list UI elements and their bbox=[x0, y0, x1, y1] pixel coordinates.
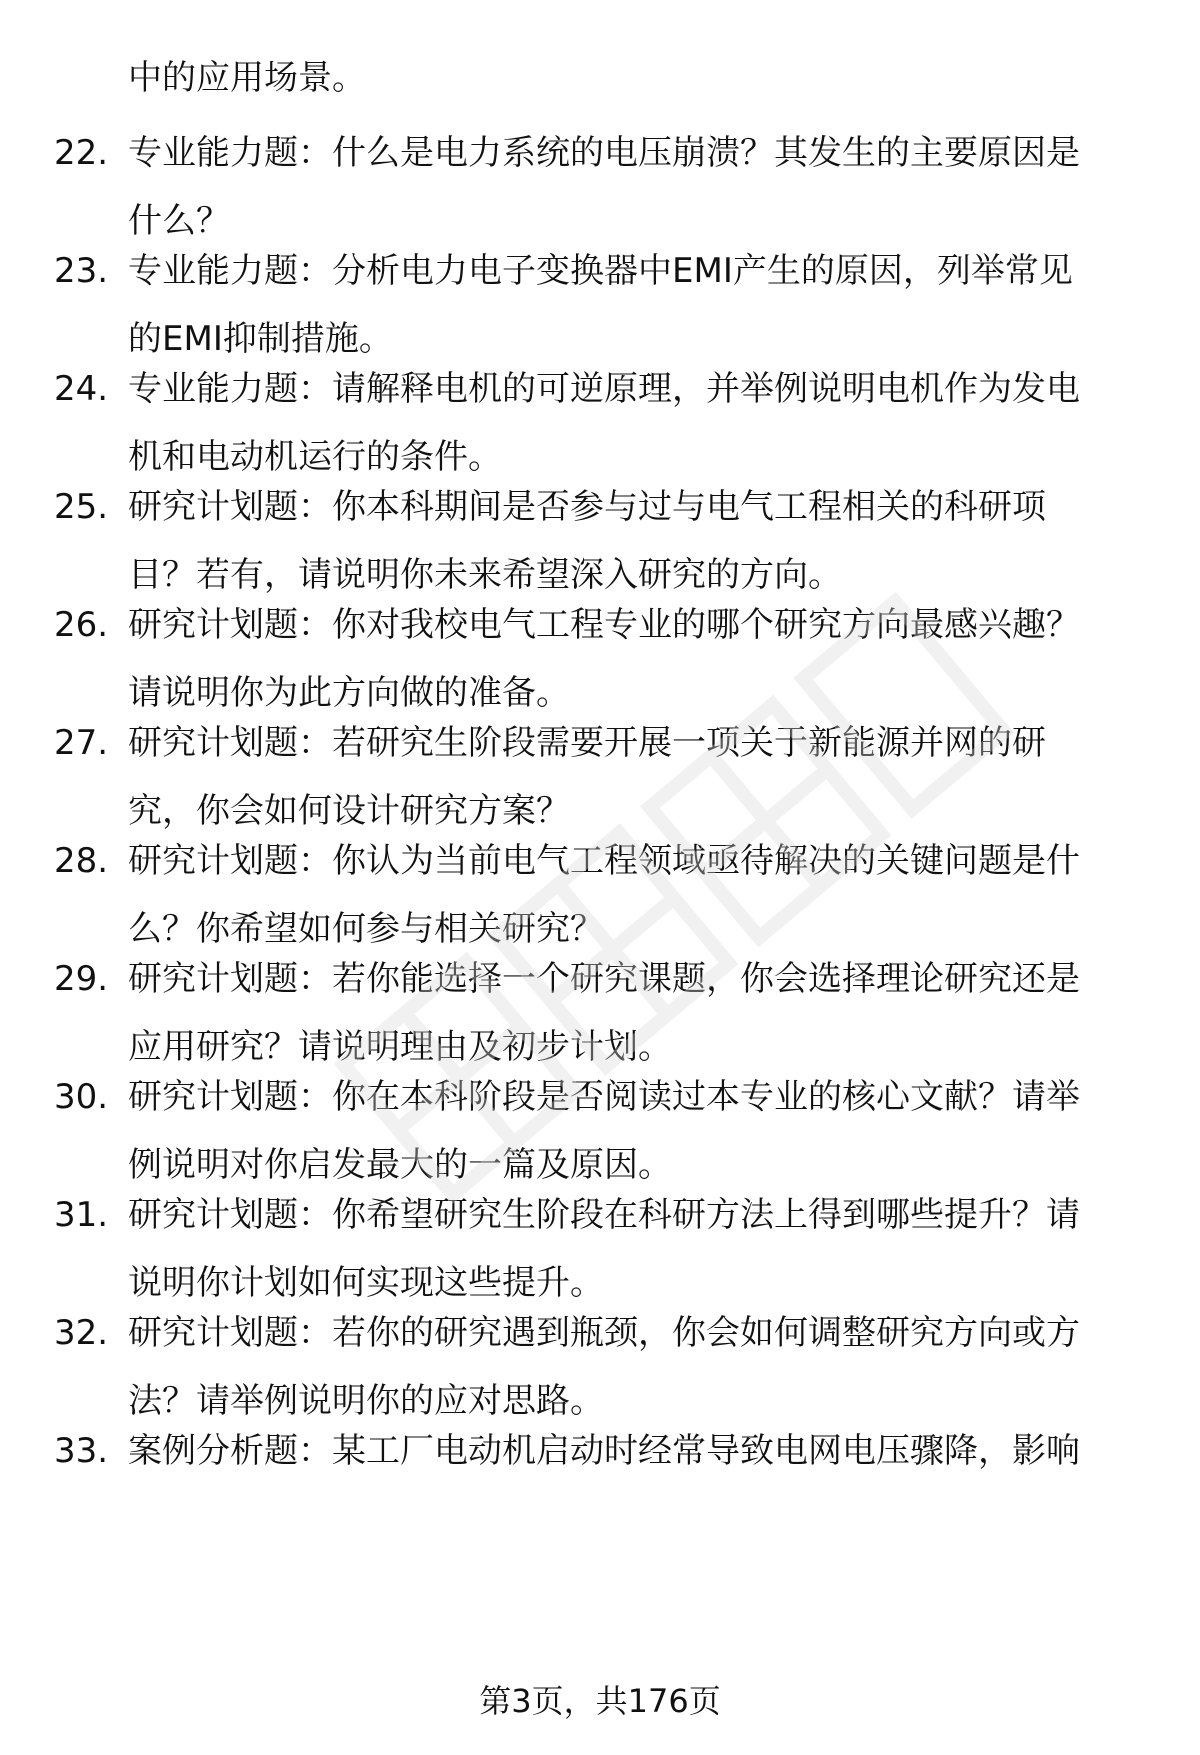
question-text bbox=[128, 1195, 1148, 1303]
question-text bbox=[128, 959, 1148, 1067]
question-text bbox=[128, 1313, 1148, 1421]
question-number: 23. bbox=[54, 251, 109, 291]
question-line: 专业能力题：什么是电力系统的电压崩溃？其发生的主要原因是 bbox=[128, 133, 1080, 173]
question-line: 究，你会如何设计研究方案？ bbox=[128, 791, 570, 831]
question-number: 32. bbox=[54, 1313, 109, 1353]
question-number: 22. bbox=[54, 133, 109, 173]
question-line: 机和电动机运行的条件。 bbox=[128, 437, 502, 477]
question-line: 研究计划题：若你的研究遇到瓶颈，你会如何调整研究方向或方 bbox=[128, 1313, 1080, 1353]
question-text bbox=[128, 1431, 1148, 1471]
question-text bbox=[128, 723, 1148, 831]
question-line: 研究计划题：你本科期间是否参与过与电气工程相关的科研项 bbox=[128, 487, 1046, 527]
question-line: 法？请举例说明你的应对思路。 bbox=[128, 1381, 604, 1421]
question-line: 专业能力题：请解释电机的可逆原理，并举例说明电机作为发电 bbox=[128, 369, 1080, 409]
question-text bbox=[128, 251, 1148, 359]
question-number: 27. bbox=[54, 723, 109, 763]
question-text bbox=[128, 369, 1148, 477]
question-line: 的EMI抑制措施。 bbox=[128, 319, 393, 359]
question-number: 24. bbox=[54, 369, 109, 409]
question-text bbox=[128, 133, 1148, 241]
question-line: 专业能力题：分析电力电子变换器中EMI产生的原因，列举常见 bbox=[128, 251, 1073, 291]
question-number: 25. bbox=[54, 487, 109, 527]
question-line: 例说明对你启发最大的一篇及原因。 bbox=[128, 1145, 672, 1185]
question-line: 什么？ bbox=[128, 201, 230, 241]
question-number: 30. bbox=[54, 1077, 109, 1117]
question-number: 29. bbox=[54, 959, 109, 999]
question-line: 研究计划题：你希望研究生阶段在科研方法上得到哪些提升？请 bbox=[128, 1195, 1080, 1235]
question-line: 说明你计划如何实现这些提升。 bbox=[128, 1263, 604, 1303]
question-line: 目？若有，请说明你未来希望深入研究的方向。 bbox=[128, 555, 842, 595]
question-text bbox=[128, 841, 1148, 949]
question-line: 研究计划题：若研究生阶段需要开展一项关于新能源并网的研 bbox=[128, 723, 1046, 763]
question-line: 研究计划题：你认为当前电气工程领域亟待解决的关键问题是什 bbox=[128, 841, 1080, 881]
question-number: 28. bbox=[54, 841, 109, 881]
question-line: 案例分析题：某工厂电动机启动时经常导致电网电压骤降，影响 bbox=[128, 1431, 1080, 1471]
question-line: 应用研究？请说明理由及初步计划。 bbox=[128, 1027, 672, 1067]
question-text bbox=[128, 1077, 1148, 1185]
question-line: 研究计划题：你在本科阶段是否阅读过本专业的核心文献？请举 bbox=[128, 1077, 1080, 1117]
question-line: 研究计划题：若你能选择一个研究课题，你会选择理论研究还是 bbox=[128, 959, 1080, 999]
question-line: 么？你希望如何参与相关研究？ bbox=[128, 909, 604, 949]
question-text bbox=[128, 487, 1148, 595]
question-text bbox=[128, 605, 1148, 713]
continuation-text: 中的应用场景。 bbox=[128, 58, 366, 98]
question-number: 33. bbox=[54, 1431, 109, 1471]
question-number: 26. bbox=[54, 605, 109, 645]
question-number: 31. bbox=[54, 1195, 109, 1235]
question-line: 研究计划题：你对我校电气工程专业的哪个研究方向最感兴趣？ bbox=[128, 605, 1080, 645]
question-line: 请说明你为此方向做的准备。 bbox=[128, 673, 570, 713]
page-footer: 第3页，共176页 bbox=[479, 1682, 721, 1720]
